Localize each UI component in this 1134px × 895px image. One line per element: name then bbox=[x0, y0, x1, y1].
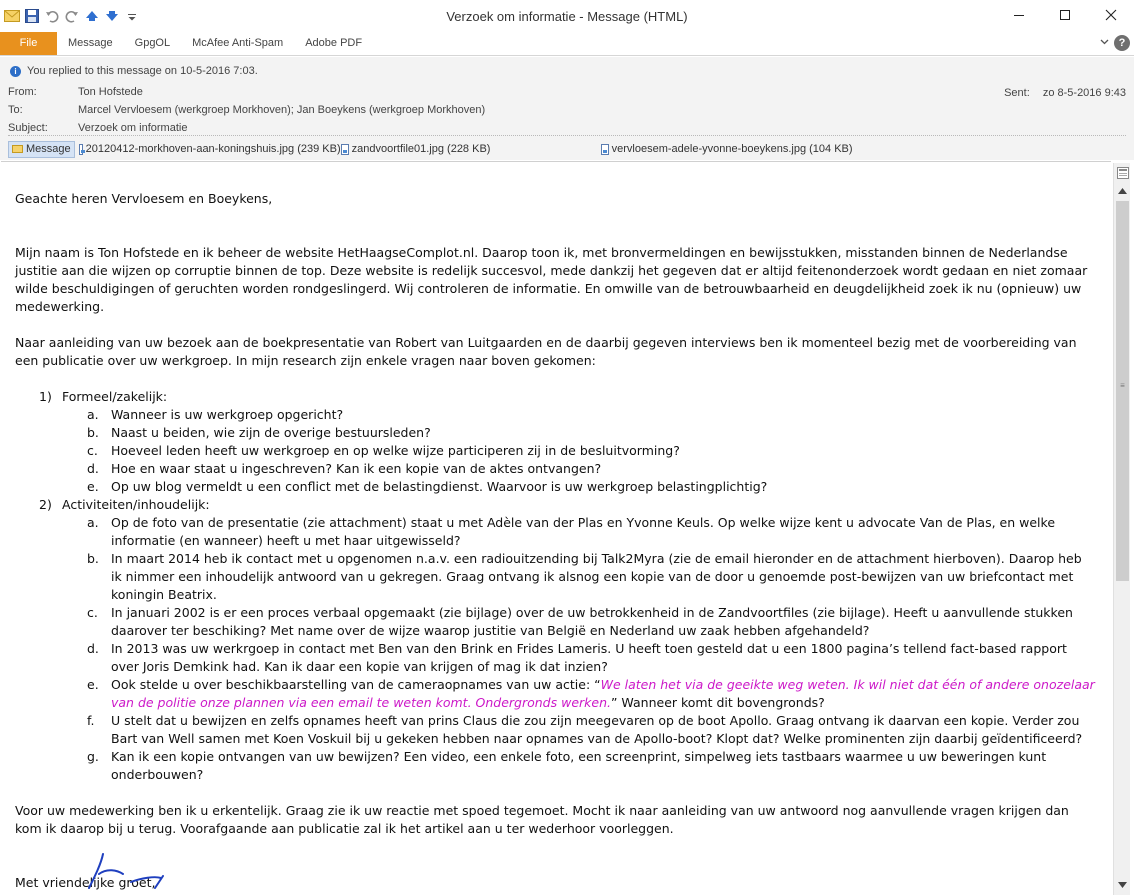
attachment-item[interactable] bbox=[601, 143, 853, 155]
info-bar bbox=[10, 65, 258, 77]
file-tab[interactable]: File bbox=[0, 32, 57, 55]
list-item bbox=[15, 604, 1095, 640]
window-title: Verzoek om informatie - Message (HTML) bbox=[446, 9, 688, 24]
from-label: From: bbox=[8, 86, 37, 98]
info-icon: i bbox=[10, 66, 21, 77]
from-value[interactable]: Ton Hofstede bbox=[78, 86, 143, 98]
attachment-item[interactable] bbox=[79, 143, 341, 155]
subject-value: Verzoek om informatie bbox=[78, 122, 188, 134]
to-value[interactable]: Marcel Vervloesem (werkgroep Morkhoven); Jan Boeykens (werkgroep Morkhoven) bbox=[78, 104, 486, 116]
item-text: Hoeveel leden heeft uw werkgroep en op welke wijze participeren zij in de besluitvorming? bbox=[111, 443, 680, 458]
info-text: You replied to this message on 10-5-2016 7:03. bbox=[27, 65, 258, 77]
question-list bbox=[15, 388, 1095, 784]
ribbon-tabs bbox=[57, 32, 373, 55]
message-content bbox=[15, 190, 1095, 892]
list-item bbox=[15, 712, 1095, 748]
minimize-button[interactable] bbox=[996, 0, 1042, 30]
item-letter: c. bbox=[87, 605, 98, 620]
message-header bbox=[0, 57, 1134, 160]
window-controls bbox=[996, 0, 1134, 30]
section-title: Activiteiten/inhoudelijk: bbox=[62, 497, 210, 512]
sub-question-list bbox=[62, 406, 1095, 496]
sub-question-list bbox=[62, 514, 1095, 784]
message-view-label: Message bbox=[26, 143, 71, 155]
message-body[interactable] bbox=[1, 161, 1111, 895]
list-item bbox=[15, 550, 1095, 604]
list-item bbox=[15, 514, 1095, 550]
item-letter: g. bbox=[87, 749, 99, 764]
section-activities bbox=[15, 496, 1095, 784]
list-item bbox=[15, 748, 1095, 784]
attachment-label: zandvoortfile01.jpg (228 KB) bbox=[351, 143, 491, 155]
section-number: 1) bbox=[39, 389, 52, 404]
attachment-label: vervloesem-adele-yvonne-boeykens.jpg (104 KB) bbox=[611, 143, 853, 155]
item-letter: b. bbox=[87, 425, 99, 440]
item-letter: c. bbox=[87, 443, 98, 458]
item-letter: f. bbox=[87, 713, 95, 728]
item-text: In januari 2002 is er een proces verbaal opgemaakt (zie bijlage) over de uw betrokkenheid in de Zandvoortfiles (zie bijlage). Heeft u aanvullende stukken daarover ter beschiking? Met name over de wijze waarop justitie van België en Nederland uw zaak hebben afgehandeld? bbox=[111, 605, 1073, 638]
message-view-button[interactable] bbox=[8, 141, 75, 158]
sent-label: Sent: bbox=[1004, 87, 1030, 99]
quoted-text: We laten het via de geeikte weg weten. Ik wil niet dat één of andere onozelaar van de politie onze plannen via een email te weten komt. Ondergronds werken. bbox=[111, 677, 1095, 710]
item-text: Hoe en waar staat u ingeschreven? Kan ik een kopie van de aktes ontvangen? bbox=[111, 461, 602, 476]
tab-mcafee-anti-spam[interactable]: McAfee Anti-Spam bbox=[192, 37, 284, 49]
sent-row bbox=[1004, 87, 1126, 99]
subject-label: Subject: bbox=[8, 122, 48, 134]
image-file-icon bbox=[601, 144, 609, 155]
sent-value: zo 8-5-2016 9:43 bbox=[1042, 87, 1126, 99]
to-row bbox=[8, 104, 908, 118]
attachment-item[interactable] bbox=[341, 143, 601, 155]
paragraph-intro: Mijn naam is Ton Hofstede en ik beheer de website HetHaagseComplot.nl. Daarop toon ik, met bronvermeldingen en bewijsstukken, misstanden binnen de Nederlandse justitie aan die wijzen op corruptie binnen de top. Deze website is redelijk succesvol, mede dankzij het gegeven dat er altijd feitenonderzoek wordt gedaan en niet zomaar wilde beschuldigingen of geruchten worden rondgeslingerd. Wij controleren de informatie. En omwille van de betrouwbaarheid en deugdelijkheid zoek ik nu (opnieuw) uw medewerking. bbox=[15, 245, 1088, 314]
section-formal bbox=[15, 388, 1095, 496]
scroll-up-arrow-icon[interactable] bbox=[1114, 183, 1131, 199]
item-text: Kan ik een kopie ontvangen van uw bewijzen? Een video, een enkele foto, een screenprint, simpelweg iets tastbaars waarmee u uw beweringen kunt onderbouwen? bbox=[111, 749, 1047, 782]
title-bar bbox=[0, 0, 1134, 32]
paragraph-closing: Voor uw medewerking ben ik u erkentelijk. Graag zie ik uw reactie met spoed tegemoet. Mocht ik naar aanleiding van uw antwoord nog aanvullende vragen krijgen dan kom ik daarop bij u terug. Voorafgaande aan publicatie zal ik het artikel aan u ter wederhoor voorleggen. bbox=[15, 803, 1069, 836]
maximize-button[interactable] bbox=[1042, 0, 1088, 30]
item-text: In maart 2014 heb ik contact met u opgenomen n.a.v. een radiouitzending bij Talk2Myra (zie de email hieronder en de attachment hierboven). Daarop heb ik nimmer een inhoudelijk antwoord van u gekregen. Graag ontvang ik alsnog een kopie van de door u genoemde post-bewijzen van uw briefcontact met koningin Beatrix. bbox=[111, 551, 1082, 602]
section-number: 2) bbox=[39, 497, 52, 512]
item-text: Naast u beiden, wie zijn de overige bestuursleden? bbox=[111, 425, 431, 440]
list-item bbox=[15, 460, 1095, 478]
tab-message[interactable]: Message bbox=[68, 37, 113, 49]
scroll-down-arrow-icon[interactable] bbox=[1114, 877, 1131, 893]
item-text: Op de foto van de presentatie (zie attachment) staat u met Adèle van der Plas en Yvonne Keuls. Op welke wijze kent u advocate Van de Plas, en welke informatie (en wanneer) heeft u met haar uitgewisseld? bbox=[111, 515, 1056, 548]
item-text: In 2013 was uw werkrgoep in contact met Ben van den Brink en Frides Lameris. U heeft toen gesteld dat u een 1800 pagina’s tellend fact-based rapport over Joris Demkink had. Kan ik daar een kopie van krijgen of mag ik dat inzien? bbox=[111, 641, 1067, 674]
item-text: U stelt dat u bewijzen en zelfs opnames heeft van prins Claus die zou zijn meegevaren op de boot Apollo. Graag ontvang ik daarvan een kopie. Verder zou Bart van Well samen met Koen Voskuil bij u gekeken hebben naar opnames van de Apollo-boot? Klopt dat? Welke prominenten zijn daarbij geïdentificeerd? bbox=[111, 713, 1083, 746]
close-button[interactable] bbox=[1088, 0, 1134, 30]
expand-ribbon-icon[interactable] bbox=[1099, 36, 1110, 50]
handwritten-signature bbox=[71, 852, 181, 892]
item-letter: a. bbox=[87, 407, 99, 422]
image-file-icon bbox=[341, 144, 349, 155]
to-label: To: bbox=[8, 104, 23, 116]
vertical-scrollbar[interactable] bbox=[1113, 163, 1130, 895]
list-item bbox=[15, 478, 1095, 496]
list-item bbox=[15, 640, 1095, 676]
subject-row bbox=[8, 122, 908, 136]
list-item bbox=[15, 676, 1095, 712]
attachment-label: 20120412-morkhoven-aan-koningshuis.jpg (239 KB) bbox=[85, 143, 341, 155]
list-item bbox=[15, 442, 1095, 460]
item-text-after: ” Wanneer komt dit bovengronds? bbox=[610, 695, 825, 710]
attachment-bar bbox=[8, 140, 853, 158]
tab-adobe-pdf[interactable]: Adobe PDF bbox=[305, 37, 363, 49]
item-letter: b. bbox=[87, 551, 99, 566]
list-item bbox=[15, 406, 1095, 424]
reading-pane-icon[interactable] bbox=[1114, 165, 1131, 181]
salutation: Geachte heren Vervloesem en Boeykens, bbox=[15, 191, 273, 206]
item-letter: a. bbox=[87, 515, 99, 530]
item-letter: e. bbox=[87, 479, 99, 494]
ribbon bbox=[0, 32, 1134, 56]
scrollbar-thumb[interactable] bbox=[1116, 201, 1129, 581]
closing-line: Met vriendelijke groet, bbox=[15, 875, 156, 890]
scrollbar-grip-icon: ≡ bbox=[1120, 381, 1125, 390]
list-item bbox=[15, 424, 1095, 442]
from-row bbox=[8, 86, 908, 100]
envelope-icon bbox=[12, 145, 23, 153]
item-letter: e. bbox=[87, 677, 99, 692]
item-letter: d. bbox=[87, 641, 99, 656]
item-text-before: Ook stelde u over beschikbaarstelling van de cameraopnames van uw actie: “ bbox=[111, 677, 601, 692]
help-icon[interactable]: ? bbox=[1114, 35, 1130, 51]
section-title: Formeel/zakelijk: bbox=[62, 389, 168, 404]
item-text: Wanneer is uw werkgroep opgericht? bbox=[111, 407, 344, 422]
item-text: Op uw blog vermeldt u een conflict met de belastingdienst. Waarvoor is uw werkgroep belastingplichtig? bbox=[111, 479, 768, 494]
paragraph-context: Naar aanleiding van uw bezoek aan de boekpresentatie van Robert van Luitgaarden en de daarbij gegeven interviews ben ik momenteel bezig met de voorbereiding van een publicatie over uw werkgroep. In mijn research zijn enkele vragen naar boven gekomen: bbox=[15, 335, 1077, 368]
tab-gpgol[interactable]: GpgOL bbox=[134, 37, 171, 49]
image-file-icon bbox=[79, 144, 83, 155]
item-letter: d. bbox=[87, 461, 99, 476]
ribbon-right-controls bbox=[1099, 35, 1130, 51]
header-divider bbox=[8, 135, 1126, 136]
